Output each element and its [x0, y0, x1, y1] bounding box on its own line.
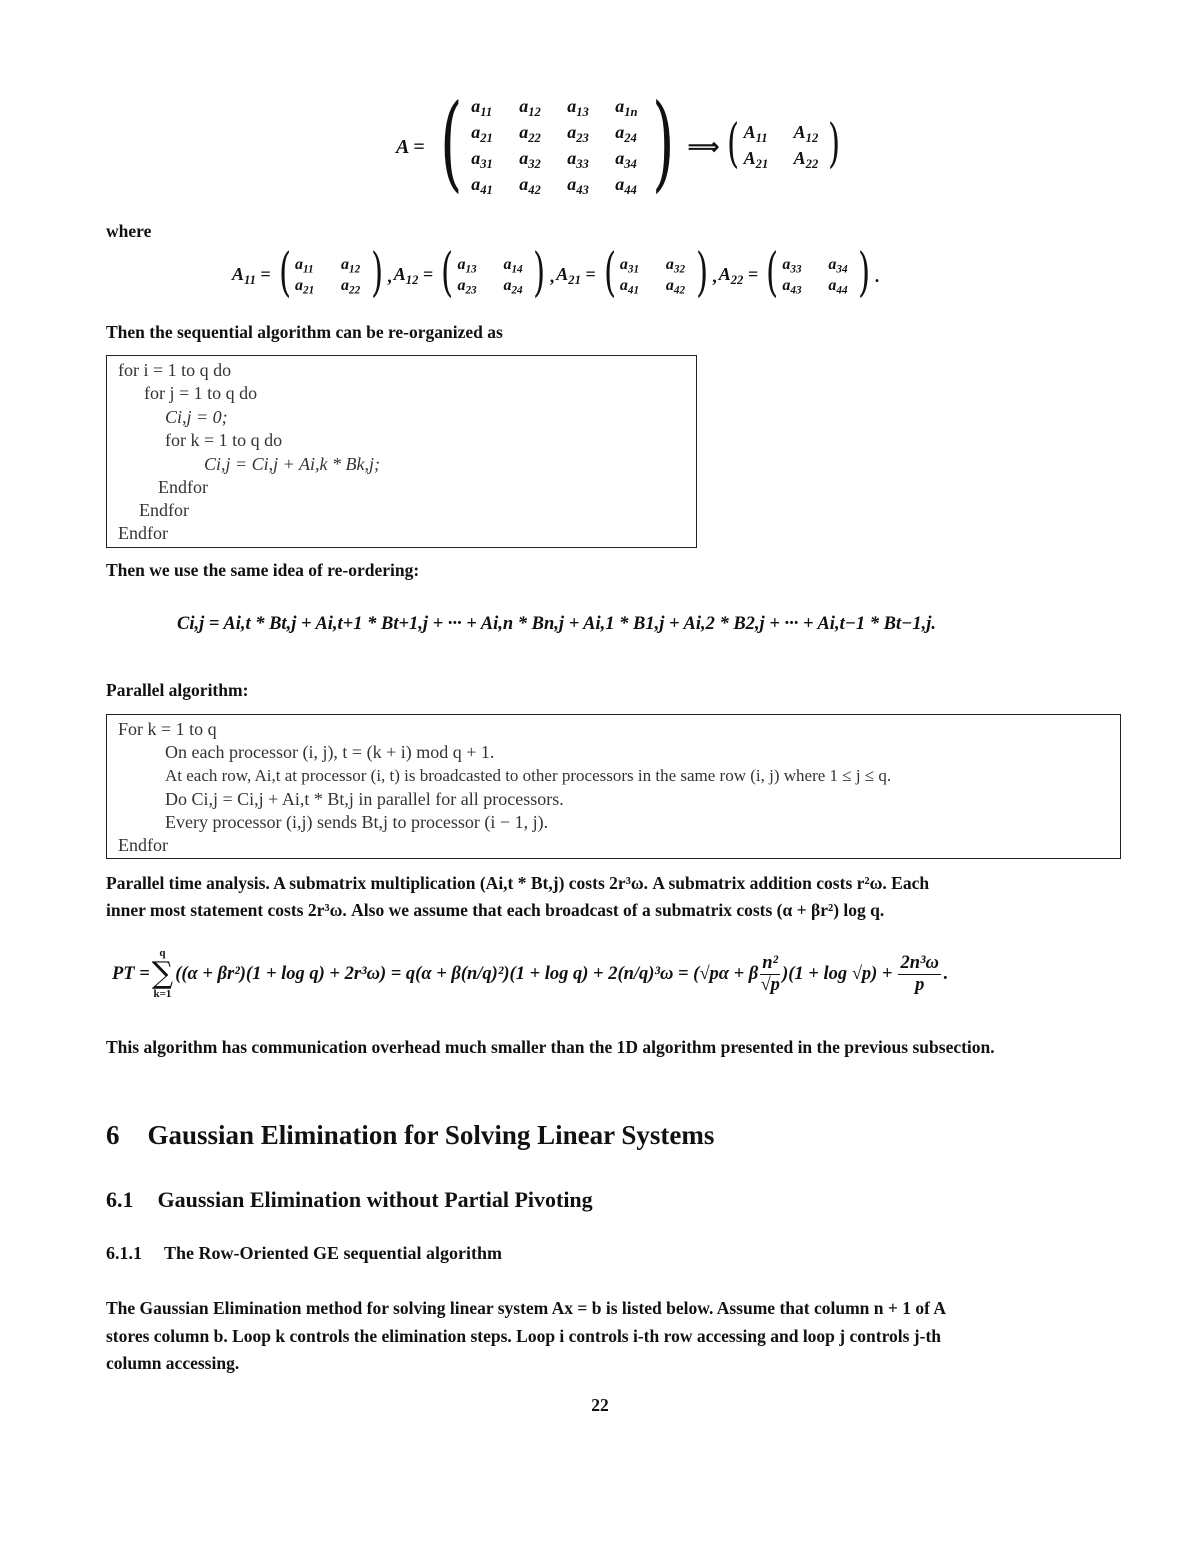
matrix-entry: $A_{21}$ [556, 264, 581, 287]
subsubsection-heading: 6.1.1 The Row-Oriented GE sequential algorithm [106, 1243, 502, 1263]
matrix-entry: $a_{41}$ [619, 277, 640, 297]
time-analysis-line2: inner most statement costs 2r³ω. Also we assume that each broadcast of a submatrix costs (α + βr²) log q. [106, 900, 885, 920]
ge-paragraph-line: The Gaussian Elimination method for solving linear system Ax = b is listed below. Assume that column n + 1 of A [106, 1298, 946, 1318]
code-line: On each processor (i, j), t = (k + i) mod q + 1. [165, 742, 495, 762]
matrix-entry: $A_{11}$ [743, 122, 768, 145]
matrix-entry: $a_{13}$ [457, 255, 477, 275]
matrix-entry: $a_{12}$ [340, 255, 361, 275]
overhead-text: This algorithm has communication overhead much smaller than the 1D algorithm presented in the previous subsection. [106, 1037, 995, 1057]
implies-arrow: ⟹ [687, 134, 720, 159]
matrix-entry: $A_{11}$ [232, 264, 256, 287]
code-line: Do Ci,j = Ci,j + Ai,t * Bt,j in parallel for all processors. [165, 789, 564, 809]
code-line: Endfor [118, 523, 168, 543]
reorder-intro: Then we use the same idea of re-ordering: [106, 560, 420, 580]
code-line: Endfor [139, 500, 189, 520]
right-paren: ) [827, 114, 840, 174]
matrix-entry: $a_{11}$ [294, 255, 314, 275]
matrix-entry: $A_{21}$ [743, 148, 769, 171]
matrix-entry: $a_{42}$ [519, 173, 541, 197]
block-definition: $A_{12}$ = ( $a_{13}$ $a_{14}$ $a_{23}$ $a_{24}$ ) , [393, 243, 555, 303]
where-label: where [106, 221, 152, 241]
code-line: Ci,j = Ci,j + Ai,k * Bk,j; [204, 454, 380, 474]
matrix-entry: $a_{43}$ [782, 277, 802, 297]
code-line: for j = 1 to q do [144, 383, 258, 403]
parallel-algorithm-box [106, 714, 1121, 859]
left-paren: ( [439, 81, 463, 203]
reorder-equation: Ci,j = Ai,t * Bt,j + Ai,t+1 * Bt+1,j + ··· + Ai,n * Bn,j + Ai,1 * B1,j + Ai,2 * B2,j + ··· + Ai,t−1 * Bt−1,j. [177, 614, 937, 634]
right-paren: ) [652, 81, 675, 203]
code-line: Endfor [158, 477, 208, 497]
matrix-entry: $a_{13}$ [567, 96, 589, 120]
summation: q ∑ k=1 [151, 947, 174, 1000]
matrix-entry: $A_{12}$ [793, 122, 819, 145]
matrix-entry: $A_{22}$ [718, 264, 744, 287]
left-paren: ( [727, 114, 740, 174]
fraction: $\frac{\text{n²}}{√p}$ [760, 952, 780, 995]
matrix-entry: $A_{12}$ [393, 264, 419, 287]
matrix-entry: $a_{31}$ [619, 255, 640, 275]
matrix-a [471, 96, 643, 197]
matrix-entry: $a_{24}$ [503, 277, 523, 297]
matrix-lhs: A = [396, 135, 425, 158]
top-matrix-equation [396, 81, 844, 203]
block-definition: $A_{21}$ = ( $a_{31}$ $a_{32}$ $a_{41}$ $a_{42}$ ) , [556, 243, 717, 303]
seq-intro: Then the sequential algorithm can be re-organized as [106, 322, 503, 342]
matrix-entry: $a_{34}$ [828, 255, 848, 275]
code-line: Every processor (i,j) sends Bt,j to processor (i − 1, j). [165, 812, 549, 832]
matrix-entry: $a_{21}$ [294, 277, 315, 297]
page-number: 22 [591, 1395, 609, 1415]
matrix-entry: $a_{24}$ [615, 122, 637, 145]
section-heading: 6 Gaussian Elimination for Solving Linear Systems [106, 1120, 715, 1150]
code-line: For k = 1 to q [118, 719, 217, 739]
matrix-entry: $a_{11}$ [471, 96, 493, 120]
matrix-entry: $a_{44}$ [828, 277, 848, 297]
matrix-entry: $a_{41}$ [471, 173, 493, 197]
time-analysis-heading: Parallel time analysis. [106, 873, 270, 893]
matrix-entry: $a_{12}$ [519, 96, 541, 120]
code-line: for i = 1 to q do [118, 360, 232, 380]
matrix-entry: $a_{32}$ [519, 148, 541, 171]
matrix-entry: $a_{22}$ [519, 122, 541, 145]
matrix-entry: $a_{1n}$ [615, 96, 638, 120]
matrix-entry: $a_{23}$ [457, 277, 477, 297]
matrix-entry: $A_{22}$ [793, 148, 819, 171]
matrix-entry: $a_{31}$ [471, 148, 493, 171]
time-analysis-line1: Parallel time analysis. A submatrix multiplication (Ai,t * Bt,j) costs 2r³ω. A submatrix addition costs r²ω. Each [106, 873, 930, 893]
block-definition: $A_{22}$ = ( $a_{33}$ $a_{34}$ $a_{43}$ $a_{44}$ ) . [718, 243, 880, 303]
code-line: At each row, Ai,t at processor (i, t) is broadcasted to other processors in the same row (i, j) where 1 ≤ j ≤ q. [165, 766, 892, 785]
pt-equation: PT = q ∑ k=1 ((α + βr²)(1 + log q) + 2r³ω) = q(α + β(n/q)²)(1 + log q) + 2(n/q)³ω = (√pα + β $\frac{\text{n²}}{√p}$ )(1 + log √p) + $\frac{\text{2n³ω}}{p}$ . [112, 947, 948, 1000]
matrix-entry: $a_{21}$ [471, 122, 493, 145]
parallel-heading: Parallel algorithm: [106, 680, 249, 700]
matrix-entry: $a_{22}$ [340, 277, 361, 297]
matrix-entry: $a_{14}$ [503, 255, 523, 275]
fraction: $\frac{\text{2n³ω}}{p}$ [900, 952, 939, 995]
matrix-entry: $a_{34}$ [615, 148, 637, 171]
ge-paragraph-line: stores column b. Loop k controls the elimination steps. Loop i controls i-th row accessing and loop j controls j-th [106, 1326, 942, 1346]
code-line: Endfor [118, 835, 168, 855]
block-definition: $A_{11}$ = ( $a_{11}$ $a_{12}$ $a_{21}$ $a_{22}$ ) , [232, 243, 392, 303]
matrix-entry: $a_{33}$ [782, 255, 802, 275]
block-matrix [744, 122, 824, 172]
matrix-entry: $a_{33}$ [567, 148, 589, 171]
matrix-entry: $a_{44}$ [615, 173, 637, 197]
matrix-entry: $a_{42}$ [665, 277, 686, 297]
matrix-entry: $a_{32}$ [665, 255, 686, 275]
code-line: for k = 1 to q do [165, 430, 283, 450]
subsection-heading: 6.1 Gaussian Elimination without Partial Pivoting [106, 1187, 593, 1212]
matrix-entry: $a_{43}$ [567, 173, 589, 197]
matrix-entry: $a_{23}$ [567, 122, 589, 145]
block-definitions [232, 243, 881, 304]
code-line: Ci,j = 0; [165, 407, 228, 427]
ge-paragraph-line: column accessing. [106, 1353, 240, 1373]
